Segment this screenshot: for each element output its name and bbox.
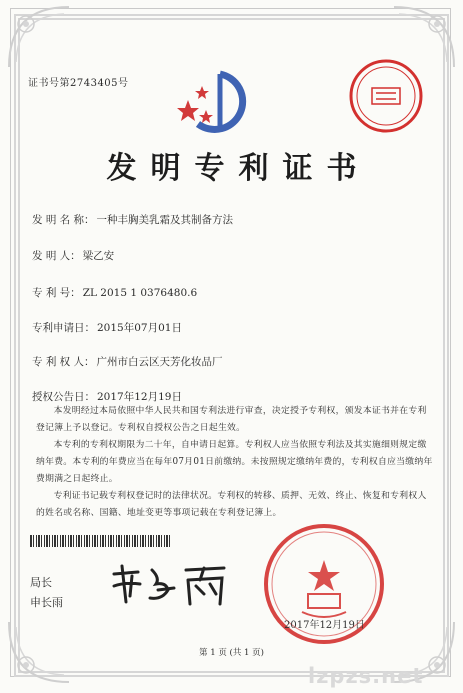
field-grant-date bbox=[32, 389, 182, 404]
field-patent-number bbox=[32, 285, 197, 300]
field-label: 授权公告日： bbox=[32, 391, 95, 403]
director-signature-icon bbox=[104, 560, 234, 608]
field-label: 专利申请日： bbox=[32, 322, 95, 334]
watermark: lzpzs.net bbox=[308, 664, 424, 688]
field-label: 专 利 权 人： bbox=[32, 356, 95, 368]
barcode-icon bbox=[30, 535, 172, 547]
field-value: ZL 2015 1 0376480.6 bbox=[82, 287, 198, 299]
field-inventor bbox=[32, 248, 114, 263]
corner-ornament-icon bbox=[4, 2, 74, 72]
field-value: 一种丰胸美乳霜及其制备方法 bbox=[96, 214, 234, 226]
body-paragraph: 本专利的专利权期限为二十年，自申请日起算。专利权人应当依照专利法及其实施细则规定缴纳年费。本专利的年费应当在每年07月01日前缴纳。未按照规定缴纳年费的，专利权自应当缴纳年费期满之日起终止。 bbox=[36, 440, 433, 484]
director-title: 局长 bbox=[30, 576, 52, 589]
field-filing-date bbox=[32, 320, 182, 335]
field-invention-name bbox=[32, 212, 233, 227]
field-value: 2017年12月19日 bbox=[97, 391, 182, 403]
body-paragraph: 本发明经过本局依照中华人民共和国专利法进行审查，决定授予专利权，颁发本证书并在专利登记簿上予以登记。专利权自授权公告之日起生效。 bbox=[36, 406, 427, 433]
field-label: 发 明 人： bbox=[32, 250, 81, 262]
issue-date: 2017年12月19日 bbox=[284, 620, 365, 631]
field-value: 2015年07月01日 bbox=[97, 322, 182, 334]
patent-office-logo-icon bbox=[168, 70, 272, 134]
field-label: 发 明 名 称： bbox=[32, 214, 95, 226]
field-label: 专 利 号： bbox=[32, 287, 81, 299]
director-name: 申长雨 bbox=[30, 596, 63, 609]
page-footer: 第 1 页 (共 1 页) bbox=[199, 648, 264, 658]
field-value: 广州市白云区天芳化妆品厂 bbox=[96, 356, 223, 368]
field-value: 梁乙安 bbox=[82, 250, 115, 262]
body-paragraph: 专利证书记载专利权登记时的法律状况。专利权的转移、质押、无效、终止、恢复和专利权人的姓名或名称、国籍、地址变更等事项记载在专利登记簿上。 bbox=[36, 491, 427, 518]
body-text bbox=[36, 403, 434, 522]
document-title: 发明专利证书 bbox=[106, 151, 371, 186]
field-patentee bbox=[32, 354, 223, 369]
certificate-number: 证书号第2743405号 bbox=[28, 78, 129, 89]
top-right-seal-icon bbox=[348, 58, 424, 134]
